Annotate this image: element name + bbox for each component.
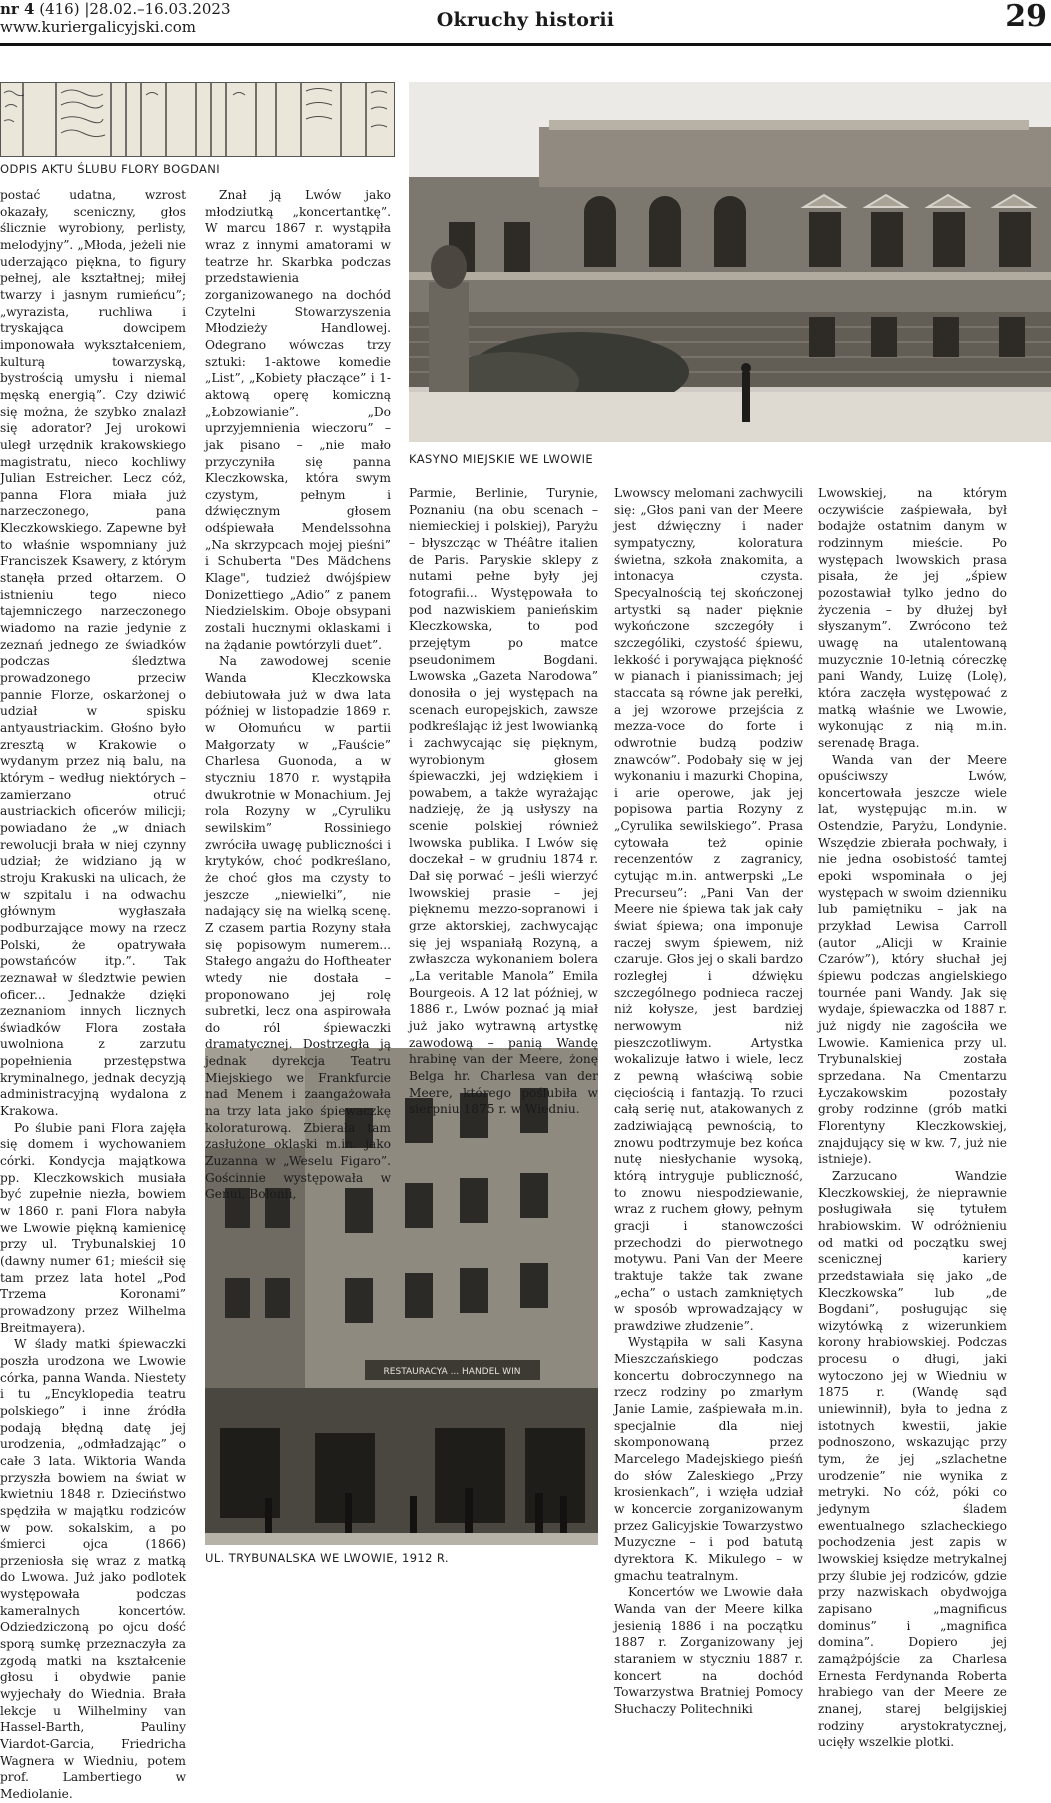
article-column-5 xyxy=(818,485,1007,1750)
col2-paragraph-2: Na zawodowej scenie Wanda Kleczkowska debiutowała już w dwa lata później w listopadzie 1869 r. w Ołomuńcu w partii Małgorzaty w „Fauście” Charlesa Guonoda, a w styczniu 1870 r. wystąpiła dwukrotnie w Monachium. Jej rola Rozyny w „Cyruliku sewilskim” Rossiniego zwróciła uwagę publiczności i krytyków, choć podkreślano, że choć głos ma czysty to jeszcze „niewielki”, nie nadający się na wielką scenę. Z czasem partia Rozyny stała się popisowym numerem... Stałego angażu do Hoftheater wtedy nie dostała – proponowano jej rolę subretki, lecz ona aspirowała do ról śpiewaczki dramatycznej. Dostrzegła ją jednak dyrekcja Teatru Miejskiego we Frankfurcie nad Menem i zaangażowała na trzy lata jako śpiewaczkę koloraturową. Zbierała tam zasłużone oklaski m.in. jako Zuzanna w „Weselu Figaro”. Gościnnie występowała w Genui, Bolonii, xyxy=(205,654,391,1202)
issue-dates: (416) |28.02.–16.03.2023 xyxy=(34,0,231,18)
section-title: Okruchy historii xyxy=(436,9,615,31)
article-column-3 xyxy=(409,485,598,1117)
col1-paragraph-2: Po ślubie pani Flora zajęła się domem i wychowaniem córki. Kondycja majątkowa pp. Kleczkowskich musiała być zupełnie niezła, bowiem w 1860 r. pani Flora nabyła we Lwowie piękną kamienicę przy ul. Trybunalskiej 10 (dawny numer 61; mieścił się tam przez lata hotel „Pod Trzema Koronami” prowadzony przez Wilhelma Breitmayera). xyxy=(0,1120,186,1335)
col3-paragraph-1: Parmie, Berlinie, Turynie, Poznaniu (na obu scenach – niemieckiej i polskiej), Paryżu – błyszcząc w Théâtre italien de Paris. Paryskie sklepy z nutami pełne były jej fotografii... Występowała to pod nazwiskiem panieńskim Kleczkowska, to pod przejętym po matce pseudonimem Bogdani. Lwowska „Gazeta Narodowa” donosiła o jej występach na scenach europejskich, zawsze podkreślając iż jest lwowianką i zachwycając się pięknym, wyrobionym głosem śpiewaczki, jej wdziękiem i powabem, a także wyrażając nadzieję, że ją usłyszy na scenie polskiej również lwowska publika. I Lwów się doczekał – w grudniu 1874 r. Dał się porwać – jeśli wierzyć lwowskiej prasie – jej pięknemu mezzo-sopranowi i grze aktorskiej, zachwycając się jej wspaniałą Rozyną, a zwłaszcza wykonaniem bolera „La veritable Manola” Emila Bourgeois. A 12 lat później, w 1886 r., Lwów poznać ją miał już jako wytrawną artystkę zawodową – panią Wandę hrabinę van der Meere, żonę Belga hr. Charlesa van der Meere, którego poślubiła w sierpniu 1875 r. w Wiedniu. xyxy=(409,486,598,1117)
caption-marriage-record: ODPIS AKTU ŚLUBU FLORY BOGDANI xyxy=(0,162,221,176)
marriage-record-image xyxy=(0,82,395,157)
caption-casino: KASYNO MIEJSKIE WE LWOWIE xyxy=(409,452,594,466)
col1-paragraph-3: W ślady matki śpiewaczki poszła urodzona we Lwowie córka, panna Wanda. Niestety i tu „Encyklopedia teatru polskiego” i inne źródła podają błędną datę jej urodzenia, „odmładzając” o całe 3 lata. Wiktoria Wanda przyszła bowiem na świat w kwietniu 1848 r. Dzieciństwo spędziła w majątku rodziców w pow. sokalskim, a po śmierci ojca (1866) przeniosła się wraz z matką do Lwowa. Już jako podlotek występowała podczas kameralnych koncertów. Odziedziczoną po ojcu dość sporą sumkę przeznaczyła za zgodą matki na kształcenie głosu i obydwie panie wyjechały do Wiednia. Brała lekcje u Wilhelminy van Hassel-Barth, Pauliny Viardot-Garcia, Friedricha Wagnera w Wiedniu, potem prof. Lambertiego w Mediolanie. xyxy=(0,1337,186,1801)
article-column-4 xyxy=(614,485,803,1716)
col5-paragraph-2: Wanda van der Meere opuściwszy Lwów, koncertowała jeszcze wiele lat, występując m.in. w Ostendzie, Paryżu, Londynie. Wszędzie zbierała pochwały, i nie jedna osobistość tamtej epoki wspominała o jej występach w swoim dzienniku lub pamiętniku – jak na przykład Lewisa Carroll (autor „Alicji w Krainie Czarów”), który słuchał jej śpiewu podczas angielskiego tournée pani Wandy. Jak się wydaje, śpiewaczka od 1887 r. już nigdy nie zagościła we Lwowie. Kamienica przy ul. Trybunalskiej została sprzedana. Na Cmentarzu Łyczakowskim pozostały groby rodzinne (grób matki Florentyny Kleczkowskiej, znajdujący się w kw. 7, już nie istnieje). xyxy=(818,752,1007,1167)
col4-paragraph-3: Koncertów we Lwowie dała Wanda van der Meere kilka jesienią 1886 i na początku 1887 r. Zorganizowany jej staraniem w styczniu 1887 r. koncert na dochód Towarzystwa Bratniej Pomocy Słuchaczy Politechniki xyxy=(614,1585,803,1716)
restaurant-sign: RESTAURACYA ... HANDEL WIN xyxy=(383,1367,521,1377)
col5-paragraph-3: Zarzucano Wandzie Kleczkowskiej, że nieprawnie posługiwała się tytułem hrabiowskim. W odróżnieniu od matki od początku swej scenicznej kariery przedstawiała się jako „de Kleczkowska” lub „de Bogdani”, posługując się wizytówką z wizerunkiem korony hrabiowskiej. Podczas procesu o długi, jaki wytoczono jej w Wiedniu w 1875 r. (Wandę sąd uniewinnił), była to jedna z istotnych kwestii, jakie podnoszono, wskazując przy tym, że jej „szlachetne urodzenie” nie wynika z metryki. No cóż, póki co jedynym śladem ewentualnego szlacheckiego pochodzenia jest zapis w lwowskiej księdze metrykalnej przy ślubie jej rodziców, gdzie przy nazwiskach obydwojga zapisano „magnificus dominus” i „magnifica domina”. Dopiero jej zamążpójście za Charlesa Ernesta Ferdynanda Roberta hrabiego van der Meere ze znanej, starej belgijskiej rodziny arystokratycznej, ucięły wszelkie plotki. xyxy=(818,1168,1007,1750)
issue-number: nr 4 xyxy=(0,0,35,18)
marriage-record-drawing xyxy=(1,83,394,156)
col5-paragraph-1: Lwowskiej, na którym oczywiście zaśpiewała, był bodajże ostatnim danym w rodzinnym mieście. Po występach lwowskich prasa pisała, że jej „śpiew pozostawiał tylko jedno do życzenia – by dłużej był słyszanym”. Zwrócono też uwagę na utalentowaną muzycznie 10-letnią córeczkę pani Wandy, Luizę (Lolę), która zaczęła występować z matką właśnie we Lwowie, wykonując z nią m.in. serenadę Braga. xyxy=(818,486,1007,750)
caption-street: UL. TRYBUNALSKA WE LWOWIE, 1912 R. xyxy=(205,1551,449,1565)
casino-photo xyxy=(409,82,1051,442)
website-link[interactable]: www.kuriergalicyjski.com xyxy=(0,18,196,36)
article-column-1 xyxy=(0,187,186,1801)
page-number: 29 xyxy=(1005,0,1047,34)
col4-paragraph-1: Lwowscy melomani zachwycili się: „Głos pani van der Meere jest dźwięczny i nader sympatyczny, koloratura świetna, szkoła znakomita, a intonacya czysta. Specyalnością tej skończonej artystki są nader pięknie wykończone szczegóły i szczególiki, czystość śpiewu, lekkość i porywająca piękność w pianach i pianissimach; jej staccata są równe jak perełki, a jej wzorowe przejścia z mezza-voce do forte i odwrotnie budzą podziw znawców”. Podobały się w jej wykonaniu i mazurki Chopina, i arie operowe, jak jej popisowa partia Rozyny z „Cyrulika sewilskiego”. Prasa cytowała też opinie recenzentów z zagranicy, cytując m.in. antwerpski „Le Precurseu”: „Pani Van der Meere nie śpiewa tak jak cały świat śpiewa; ona imponuje raczej swym śpiewem, niż czaruje. Głos jej o skali bardzo rozległej i dźwięku szczególnego podnieca raczej niż kołysze, jest bardziej nerwowym niż pieszczotliwym. Artystka wokalizuje łatwo i wiele, lecz z pewną właściwą sobie cięciością i fantazją. To rzuci całą serię nut, atakowanych z zadziwiającą pewnością, to znowu podtrzymuje bez końca nutę niesłychanie wysoką, którą intryguje publiczność, to znowu niespodziewanie, wraz z ruchem głowy, pełnym gracji i stanowczości przechodzi do pierwotnego motywu. Pani Van der Meere traktuje także tak zwane „echa” o ustach zamkniętych w sposób wprowadzający w prawdziwe złudzenie”. xyxy=(614,486,803,1333)
casino-drawing xyxy=(409,82,1051,442)
col1-paragraph-1: postać udatna, wzrost okazały, sceniczny, głos ślicznie wyrobiony, perlisty, melodyjny”. „Młoda, jeżeli nie uderzająco piękna, to figury pełnej, ale kształtnej; miłej twarzy i jasnym rumieńcu”; „wyrazista, ruchliwa i tryskająca dowcipem imponowała wykształceniem, kulturą towarzyską, bystrością umysłu i niemal męską energią”. Czy dziwić się można, że szybko znalazł się adorator? Jej urokowi uległ urzędnik krakowskiego magistratu, nieco kochliwy Julian Estreicher. Lecz cóż, panna Flora miała już narzeczonego, pana Kleczkowskiego. Zapewne był to właśnie wspomniany już Franciszek Ksawery, z którym stanęła przed ołtarzem. O istnieniu tego nieco tajemniczego narzeczonego wiadomo na razie jedynie z zeznań jednego ze świadków podczas śledztwa prowadzonego przeciw pannie Florze, oskarżonej o udział w spisku antyaustriackim. Głośno było zresztą w Krakowie o wydanym przez nią balu, na którym – według niektórych – zamierzano otruć austriackich oficerów milicji; powiadano że „w dniach rewolucji brała w niej czynny udział; że widziano ją w stroju Krakuski na ulicach, że w szpitalu i na odwachu głównym wygłaszała podburzające mowy na rzecz Polski, że opatrywała powstańców itp.”. Tak zeznawał w śledztwie pewien oficer... Jednakże dzięki zeznaniom innych licznych świadków Flora została uwolniona z zarzutu popełnienia przestępstwa kryminalnego, jednak decyzją administracyjną wydalona z Krakowa. xyxy=(0,188,186,1119)
header-rule xyxy=(0,43,1051,46)
col2-paragraph-1: Znał ją Lwów jako młodziutką „koncertantkę”. W marcu 1867 r. wystąpiła wraz z innymi amatorami w teatrze hr. Skarbka podczas przedstawienia zorganizowanego na dochód Czytelni Stowarzyszenia Młodzieży Handlowej. Odegrano wówczas trzy sztuki: 1-aktowe komedie „List”, „Kobiety płaczące” i 1-aktową operę komiczną „Łobzowianie”. „Do uprzyjemnienia wieczoru” – jak pisano – „nie mało przyczyniła się panna Kleczkowska, która swym czystym, pełnym i dźwięcznym głosem odśpiewała Mendelssohna „Na skrzypcach mojej pieśni” i Schuberta "Des Mädchens Klage", tudzież dwójśpiew Donizettiego „Adio” z panem Niedzielskim. Oboje obsypani zostali hucznymi oklaskami i na żądanie powtórzyli duet”. xyxy=(205,188,391,652)
article-column-2 xyxy=(205,187,391,1202)
col4-paragraph-2: Wystąpiła w sali Kasyna Mieszczańskiego podczas koncertu dobroczynnego na rzecz rodziny po zmarłym Janie Lamie, zaśpiewała m.in. specjalnie dla niej skomponowaną przez Marcelego Madejskiego pieśń do słów Zaleskiego „Przy krosienkach”, i wzięła udział w koncercie zorganizowanym przez Galicyjskie Towarzystwo Muzyczne – i pod batutą dyrektora K. Mikulego – w gmachu teatralnym. xyxy=(614,1335,803,1583)
